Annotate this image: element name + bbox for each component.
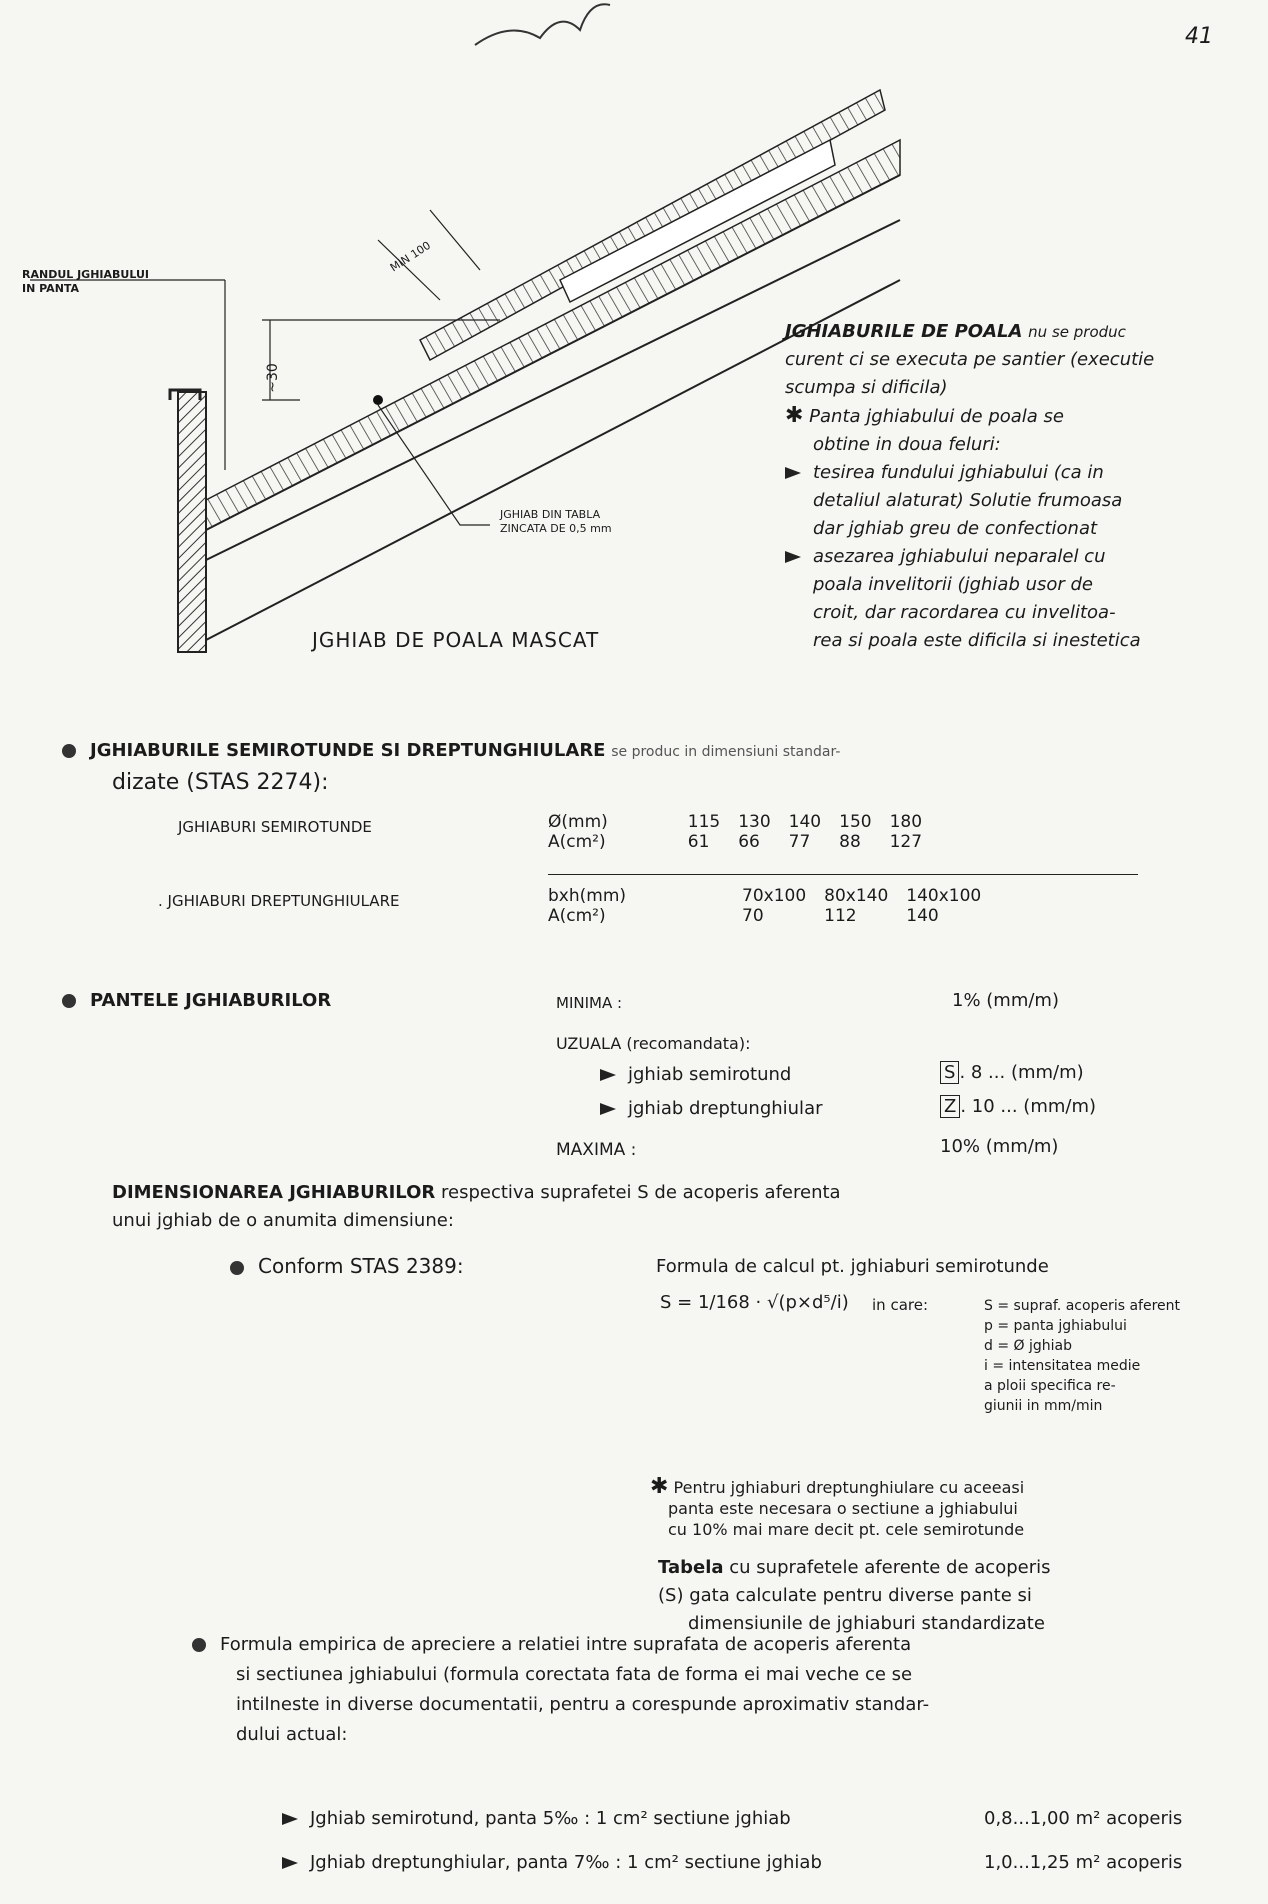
slope-semi-val: S . 8 ... (mm/m)	[940, 1062, 1084, 1083]
formula: S = 1/168 · √(p×d⁵/i)	[660, 1292, 849, 1313]
gutter-slope-label: RANDUL JGHIABULUI IN PANTA	[22, 268, 149, 295]
rect-gutter-label: . JGHIABURI DREPTUNGHIULARE	[158, 892, 400, 910]
empirical-formula: Formula empirica de apreciere a relatiei intre suprafata de acoperis aferenta si sectiunea jghiabului (formula corectata fata de forma ei mai veche ce se intilneste in diverse documentatii, pentru a corespunde aproximativ standar- dului actual:	[236, 1630, 1246, 1750]
empirical-semi: Jghiab semirotund, panta 5‰ : 1 cm² sectiune jghiab	[282, 1808, 791, 1829]
scribble-mark	[470, 0, 630, 50]
sizing-line2: unui jghiab de o anumita dimensiune:	[112, 1210, 454, 1231]
formula-in-care: in care:	[872, 1296, 929, 1314]
side-note: JGHIABURILE DE POALA nu se produc curent ci se executa pe santier (executie scumpa si dificila) ✱ Panta jghiabului de poala se obtine in doua feluri: tesirea fundului jghiabului (ca in detaliul alaturat) Solutie frumoasa dar jghiab greu de confectionat asezarea jghiabului neparalel cu poala invelitorii (jghiab usor de croit, dar racordarea cu invelitoa- rea si poala este dificila si inestetica	[785, 321, 1155, 651]
slope-min: MINIMA :	[556, 994, 623, 1012]
formula-legend: S = supraf. acoperis aferent p = panta jghiabului d = Ø jghiab i = intensitatea medie a ploii specifica re- giunii in mm/min	[984, 1298, 1180, 1414]
roof-gutter-drawing	[0, 80, 920, 660]
slope-min-val: 1% (mm/m)	[952, 990, 1059, 1011]
section-standard-gutters: JGHIABURILE SEMIROTUNDE SI DREPTUNGHIULARE se produc in dimensiuni standar-	[62, 740, 840, 761]
section-slopes: PANTELE JGHIABURILOR	[62, 990, 331, 1011]
gutter-material-label: JGHIAB DIN TABLA ZINCATA DE 0,5 mm	[500, 508, 612, 535]
slope-usual: UZUALA (recomandata):	[556, 1034, 751, 1053]
slope-max: MAXIMA :	[556, 1140, 637, 1160]
stas-2389: Conform STAS 2389:	[230, 1254, 464, 1278]
page-number: 41	[1185, 24, 1213, 49]
slope-semi: jghiab semirotund	[600, 1064, 791, 1085]
wall	[178, 392, 206, 652]
empirical-rect-val: 1,0...1,25 m² acoperis	[984, 1852, 1183, 1873]
slope-rect: jghiab dreptunghiular	[600, 1098, 823, 1119]
semi-gutter-label: JGHIABURI SEMIROTUNDE	[178, 818, 372, 836]
semi-gutter-table: Ø(mm) 115 130 140 150 180 A(cm²) 61 66 77 88 127	[548, 812, 923, 852]
dim-30-label: ~30	[264, 363, 281, 393]
dim-min-label: MIN 100	[387, 238, 434, 275]
formula-title: Formula de calcul pt. jghiaburi semirotunde	[656, 1256, 1049, 1277]
slope-rect-val: Z . 10 ... (mm/m)	[940, 1096, 1096, 1117]
section-sizing: DIMENSIONAREA JGHIABURILOR respectiva suprafetei S de acoperis aferenta	[112, 1182, 841, 1203]
slope-max-val: 10% (mm/m)	[940, 1136, 1059, 1157]
tabela-note: Tabela cu suprafetele aferente de acoperis (S) gata calculate pentru diverse pante si dimensiunile de jghiaburi standardizate	[658, 1557, 1051, 1634]
figure-caption: JGHIAB DE POALA MASCAT	[312, 628, 600, 652]
empirical-semi-val: 0,8...1,00 m² acoperis	[984, 1808, 1183, 1829]
empirical-rect: Jghiab dreptunghiular, panta 7‰ : 1 cm² sectiune jghiab	[282, 1852, 822, 1873]
rect-gutter-table: bxh(mm) 70x100 80x140 140x100 A(cm²) 70 112 140	[548, 886, 982, 926]
rect-note: ✱ Pentru jghiaburi dreptunghiulare cu aceeasi panta este necesara o sectiune a jghiabului cu 10% mai mare decit pt. cele semirotunde	[650, 1474, 1025, 1539]
stas-2274: dizate (STAS 2274):	[112, 770, 329, 795]
